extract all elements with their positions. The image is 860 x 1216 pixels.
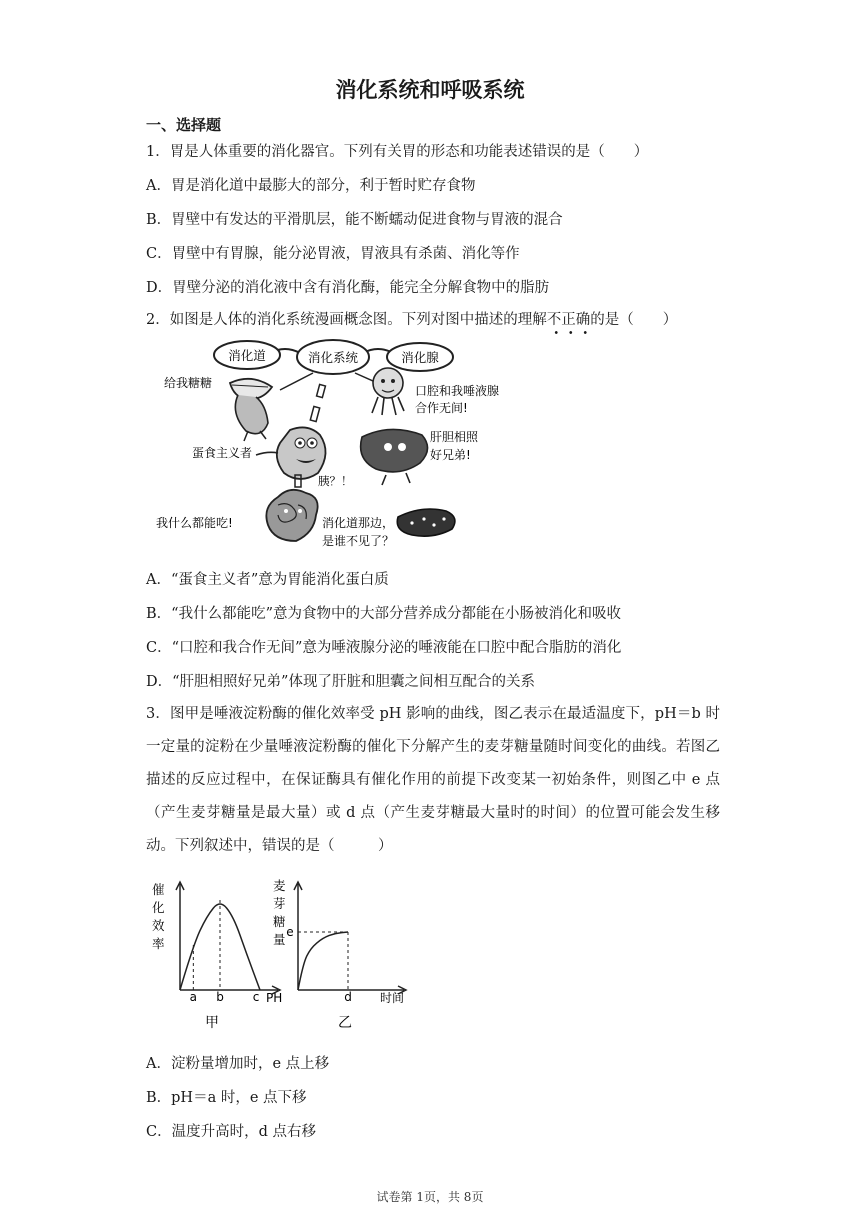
jia-tick-c: c <box>252 990 260 1004</box>
liver-label-1: 肝胆相照 <box>430 430 479 444</box>
yi-series-line <box>298 932 348 990</box>
section-heading: 一、选择题 <box>146 116 222 134</box>
digestive-gland-label: 消化腺 <box>401 350 439 365</box>
svg-text:化: 化 <box>152 900 165 915</box>
liver-label-2: 好兄弟! <box>430 448 471 462</box>
question-3-option-c: C．温度升高时，d 点右移 <box>146 1124 316 1140</box>
emphasis-dots: 不正确 <box>547 308 591 329</box>
chart-jia <box>152 882 282 1031</box>
digestive-tract-label: 消化道 <box>228 348 266 363</box>
svg-text:芽: 芽 <box>273 896 286 911</box>
mouth-label: 给我糖糖 <box>164 376 213 390</box>
question-1-option-d: D．胃壁分泌的消化液中含有消化酶，能完全分解食物中的脂肪 <box>146 280 550 296</box>
svg-text:催: 催 <box>152 882 165 897</box>
stomach-label: 蛋食主义者 <box>192 446 253 460</box>
salivary-gland-cartoon <box>372 368 404 415</box>
svg-text:率: 率 <box>152 936 165 951</box>
jia-y-label <box>152 882 165 951</box>
intestine-cartoon <box>266 475 317 541</box>
salivary-label-1: 口腔和我唾液腺 <box>415 384 500 398</box>
question-2-option-c: C．“口腔和我合作无间”意为唾液腺分泌的唾液能在口腔中配合脂肪的消化 <box>146 640 622 656</box>
svg-text:量: 量 <box>273 932 286 947</box>
jia-tick-a: a <box>189 990 198 1004</box>
yi-tick-e: e <box>286 925 294 939</box>
question-1-option-a: A．胃是消化道中最膨大的部分，利于暂时贮存食物 <box>146 178 476 194</box>
pancreas-cartoon <box>397 509 455 536</box>
question-3-option-b: B．pH＝a 时，e 点下移 <box>146 1090 307 1106</box>
mouth-cartoon <box>230 379 272 441</box>
enzyme-charts <box>140 872 430 1040</box>
jia-series-line <box>180 904 260 990</box>
question-2-option-d: D．“肝胆相照好兄弟”体现了肝脏和胆囊之间相互配合的关系 <box>146 674 535 690</box>
pancreas-label-1: 消化道那边， <box>322 516 395 530</box>
digestive-system-figure <box>150 335 520 560</box>
question-3-stem: 3．图甲是唾液淀粉酶的催化效率受 pH 影响的曲线，图乙表示在最适温度下，pH＝b 时一定量的淀粉在少量唾液淀粉酶的催化下分解产生的麦芽糖量随时间变化的曲线。若图乙描述的反应过程中，在保证酶具有催化作用的前提下改变某一初始条件，则图乙中 e 点（产生麦芽糖量是最大量）或 d 点（产生麦芽糖最大量时的时间）的位置可能会发生移动。下列叙述中，错误的是（ ） <box>146 706 720 854</box>
question-2-stem-before: 2．如图是人体的消化系统漫画概念图。下列对图中描述的理解 <box>146 312 547 328</box>
question-2-stem <box>146 308 677 329</box>
page-footer: 试卷第 1页，共 8页 <box>376 1190 484 1204</box>
yi-y-label <box>273 878 286 947</box>
yi-title: 乙 <box>338 1015 352 1031</box>
svg-text:糖: 糖 <box>273 914 286 929</box>
stomach-cartoon <box>256 427 326 479</box>
chart-yi <box>273 878 406 1031</box>
intestine-label: 我什么都能吃! <box>156 516 233 530</box>
question-2-stem-after: 的是（ ） <box>590 312 678 328</box>
question-1-option-c: C．胃壁中有胃腺，能分泌胃液，胃液具有杀菌、消化等作 <box>146 246 520 262</box>
digestive-system-label: 消化系统 <box>307 350 359 365</box>
question-3-option-a: A．淀粉量增加时，e 点上移 <box>146 1056 330 1072</box>
question-1-option-b: B．胃壁中有发达的平滑肌层，能不断蠕动促进食物与胃液的混合 <box>146 212 563 228</box>
question-2-option-b: B．“我什么都能吃”意为食物中的大部分营养成分都能在小肠被消化和吸收 <box>146 606 621 622</box>
salivary-label-2: 合作无间! <box>415 401 468 415</box>
question-2-option-a: A．“蛋食主义者”意为胃能消化蛋白质 <box>146 572 389 588</box>
svg-text:麦: 麦 <box>273 878 286 893</box>
yi-tick-d: d <box>344 990 352 1004</box>
jia-x-label: PH <box>266 991 283 1005</box>
liver-cartoon <box>361 429 428 485</box>
pancreas-label-2: 是谁不见了？ <box>322 534 395 548</box>
pancreas-question-label: 胰？！ <box>318 474 353 488</box>
page-title: 消化系统和呼吸系统 <box>335 77 525 102</box>
svg-text:效: 效 <box>152 918 165 933</box>
yi-x-label: 时间 <box>380 991 405 1005</box>
jia-tick-b: b <box>216 990 224 1004</box>
question-1-stem: 1．胃是人体重要的消化器官。下列有关胃的形态和功能表述错误的是（ ） <box>146 144 649 160</box>
jia-title: 甲 <box>205 1015 219 1031</box>
